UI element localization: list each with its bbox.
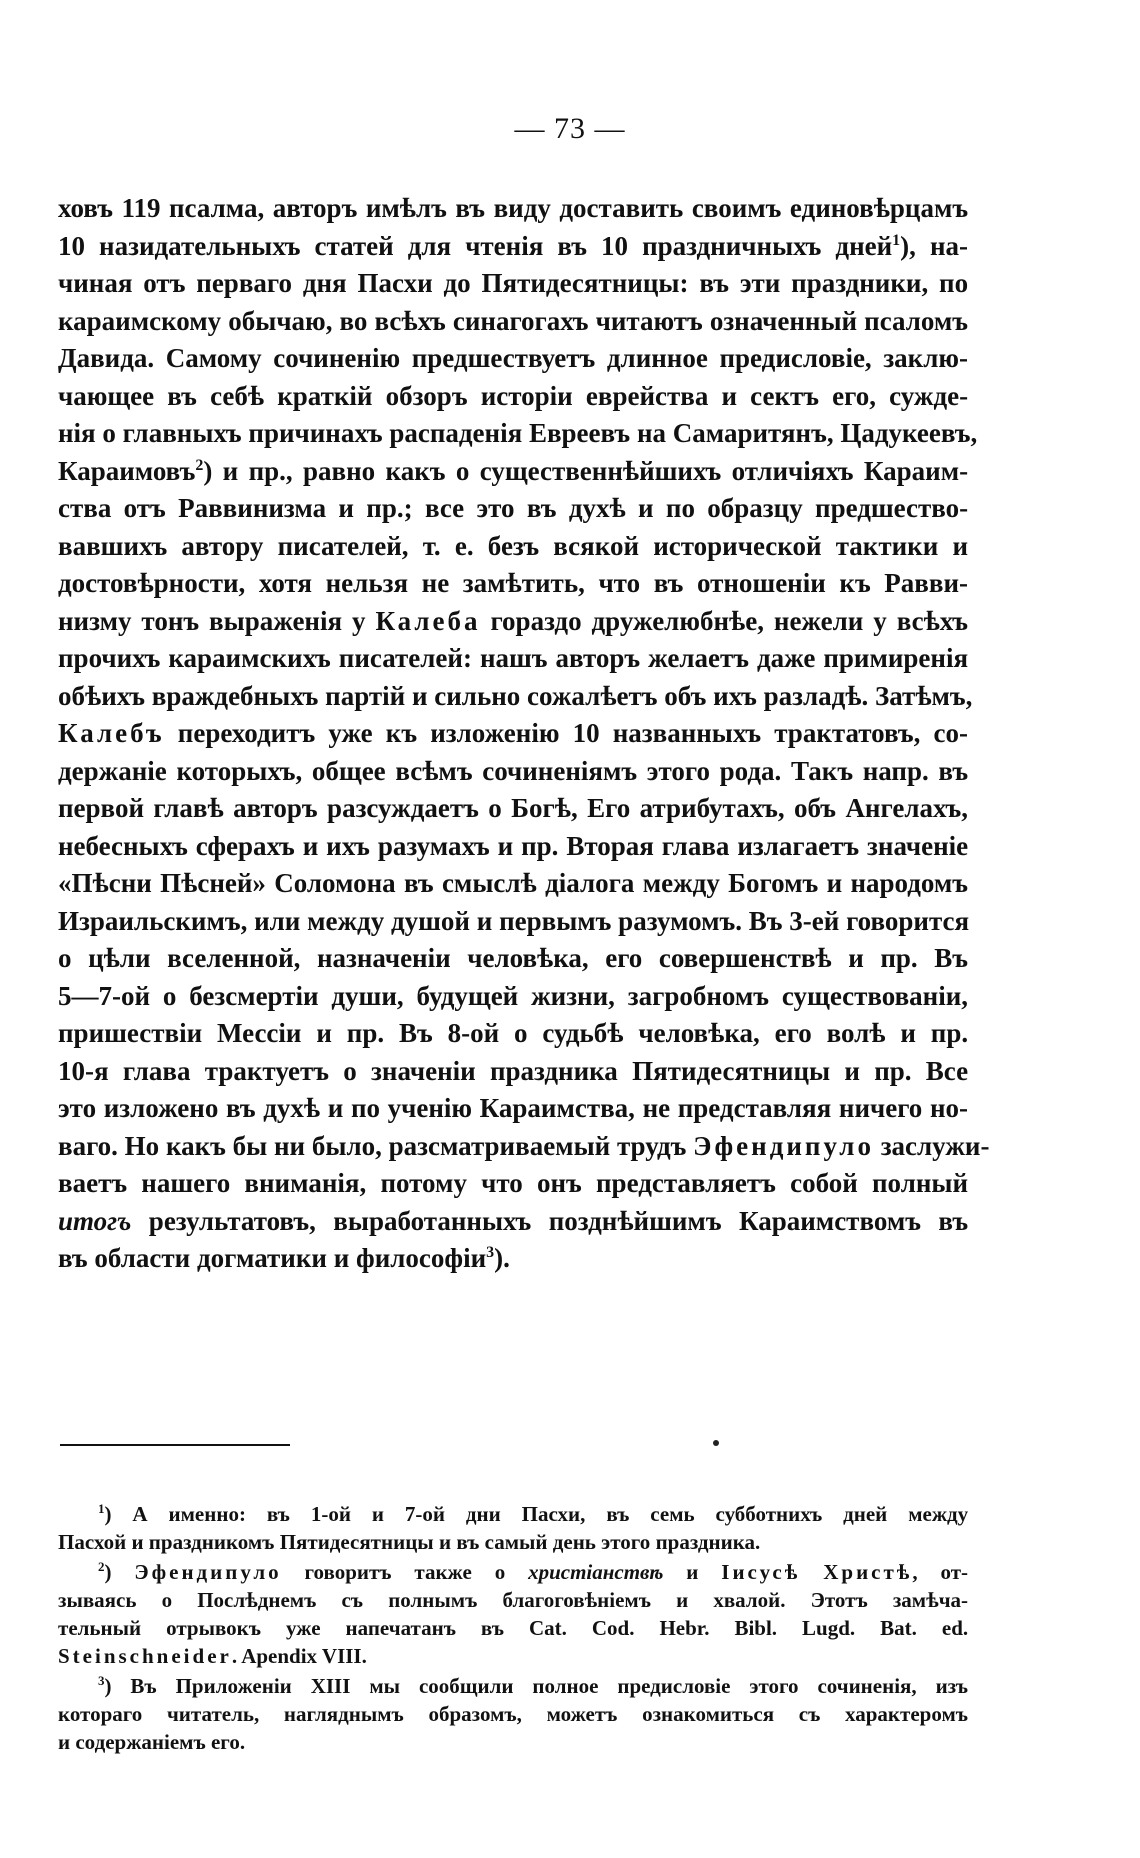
spaced-name: Христѣ — [823, 1560, 913, 1584]
footnote-marker: 3 — [486, 1244, 495, 1261]
body-line: Израильскимъ, или между душой и первымъ разумомъ. Въ 3-ей говорится — [58, 905, 970, 936]
footnote-2 — [58, 1558, 968, 1670]
footnotes — [58, 1500, 968, 1758]
body-line: достовѣрности, хотя нельзя не замѣтить, что въ отношеніи къ Равви- — [58, 568, 968, 598]
body-line: 10 назидательныхъ статей для чтенія въ 10 праздничныхъ дней$^1$), на- — [58, 230, 969, 261]
footnote-line: зываясь о Послѣднемъ съ полнымъ благоговѣніемъ и хвалой. Этотъ замѣча- — [58, 1588, 969, 1612]
print-speck — [713, 1440, 719, 1446]
body-line: обѣихъ враждебныхъ партій и сильно сожалѣетъ объ ихъ разладѣ. Затѣмъ, — [58, 680, 973, 711]
spaced-name: Steinschneider — [58, 1644, 232, 1668]
page-number: — 73 — — [514, 112, 626, 145]
footnote-marker: 2 — [98, 1559, 105, 1574]
body-line: небесныхъ сферахъ и ихъ разумахъ и пр. Вторая глава излагаетъ значеніе — [58, 830, 969, 861]
body-line: прочихъ караимскихъ писателей: нашъ авторъ желаетъ даже примиренія — [58, 643, 969, 673]
footnote-marker: 2 — [195, 456, 204, 474]
footnote-1 — [58, 1500, 968, 1556]
body-line: нія о главныхъ причинахъ распаденія Евреевъ на Самаритянъ, Цадукеевъ, — [58, 418, 978, 448]
footnote-line: котораго читатель, нагляднымъ образомъ, можетъ ознакомиться съ характеромъ — [58, 1702, 968, 1726]
footnote-line: Steinschneider. Apendix VIII. — [58, 1644, 367, 1668]
body-line: караимскому обычаю, во всѣхъ синагогахъ читаютъ означенный псаломъ — [58, 305, 969, 336]
spaced-name: Эфендипуло — [134, 1560, 282, 1584]
italic-word: христіанствѣ — [528, 1560, 664, 1584]
footnote-marker: 1 — [892, 231, 901, 249]
body-text — [58, 190, 990, 1278]
italic-word: итогъ — [58, 1205, 132, 1236]
footnote-line: Пасхой и праздникомъ Пятидесятницы и въ самый день этого праздника. — [58, 1530, 761, 1554]
footnote-marker: 3 — [98, 1673, 105, 1688]
body-line: вавшихъ автору писателей, т. е. безъ всякой исторической тактики и — [58, 530, 969, 561]
footnote-line: $^2$) Эфендипуло говоритъ также о христіанствѣ и Іисусѣ Христѣ, от- — [98, 1559, 969, 1584]
body-line: низму тонъ выраженія у Калеба гораздо дружелюбнѣе, нежели у всѣхъ — [58, 605, 968, 636]
body-line: Калебъ переходитъ уже къ изложенію 10 названныхъ трактатовъ, со- — [58, 718, 969, 748]
body-line: Караимовъ$^2$) и пр., равно какъ о существеннѣйшихъ отличіяхъ Караим- — [58, 455, 969, 486]
body-line: 5—7-ой о безсмертіи души, будущей жизни, загробномъ существованіи, — [58, 980, 969, 1011]
footnote-line: $^3$) Въ Приложеніи XIII мы сообщили полное предисловіе этого сочиненія, изъ — [98, 1673, 968, 1698]
footnote-line: тельный отрывокъ уже напечатанъ въ Cat. Cod. Hebr. Bibl. Lugd. Bat. ed. — [58, 1616, 969, 1640]
body-line: Давида. Самому сочиненію предшествуетъ длинное предисловіе, заклю- — [58, 343, 968, 373]
body-line: «Пѣсни Пѣсней» Соломона въ смыслѣ діалога между Богомъ и народомъ — [58, 868, 969, 898]
spaced-name: Калеба — [375, 605, 481, 636]
spaced-name: Калебъ — [58, 718, 165, 748]
footnote-marker: 1 — [98, 1501, 105, 1516]
footnote-line: и содержаніемъ его. — [58, 1730, 246, 1754]
body-line: первой главѣ авторъ разсуждаетъ о Богѣ, Его атрибутахъ, объ Ангелахъ, — [58, 793, 968, 823]
body-line: ства отъ Раввинизма и пр.; все это въ духѣ и по образцу предшество- — [58, 493, 969, 523]
body-line: держаніе которыхъ, общее всѣмъ сочиненіямъ этого рода. Такъ напр. въ — [58, 755, 969, 786]
footnote-3 — [58, 1672, 968, 1756]
body-line: 10-я глава трактуетъ о значеніи праздника Пятидесятницы и пр. Все — [58, 1055, 969, 1086]
body-line: чиная отъ перваго дня Пасхи до Пятидесятницы: въ эти праздники, по — [58, 268, 969, 298]
body-line: въ области догматики и философіи$^3$). — [58, 1243, 510, 1273]
body-line: чающее въ себѣ краткій обзоръ исторіи еврейства и сектъ его, сужде- — [58, 380, 969, 411]
body-line: итогъ результатовъ, выработанныхъ позднѣйшимъ Караимствомъ въ — [58, 1205, 969, 1236]
footnote-separator — [60, 1444, 290, 1446]
body-line: пришествіи Мессіи и пр. Въ 8-ой о судьбѣ человѣка, его волѣ и пр. — [58, 1018, 969, 1048]
footnote-line: $^1$) А именно: въ 1-ой и 7-ой дни Пасхи, въ семь субботнихъ дней между — [98, 1501, 969, 1526]
spaced-name: Іисусѣ — [721, 1560, 801, 1584]
body-line: о цѣли вселенной, назначеніи человѣка, его совершенствѣ и пр. Въ — [58, 943, 969, 973]
body-line: ваетъ нашего вниманія, потому что онъ представляетъ собой полный — [58, 1168, 969, 1198]
body-line: это изложено въ духѣ и по ученію Караимства, не представляя ничего но- — [58, 1093, 968, 1123]
spaced-name: Эфендипуло — [693, 1130, 874, 1161]
body-line: ваго. Но какъ бы ни было, разсматриваемый трудъ Эфендипуло заслужи- — [58, 1130, 990, 1161]
body-line: ховъ 119 псалма, авторъ имѣлъ въ виду доставить своимъ единовѣрцамъ — [58, 193, 969, 223]
